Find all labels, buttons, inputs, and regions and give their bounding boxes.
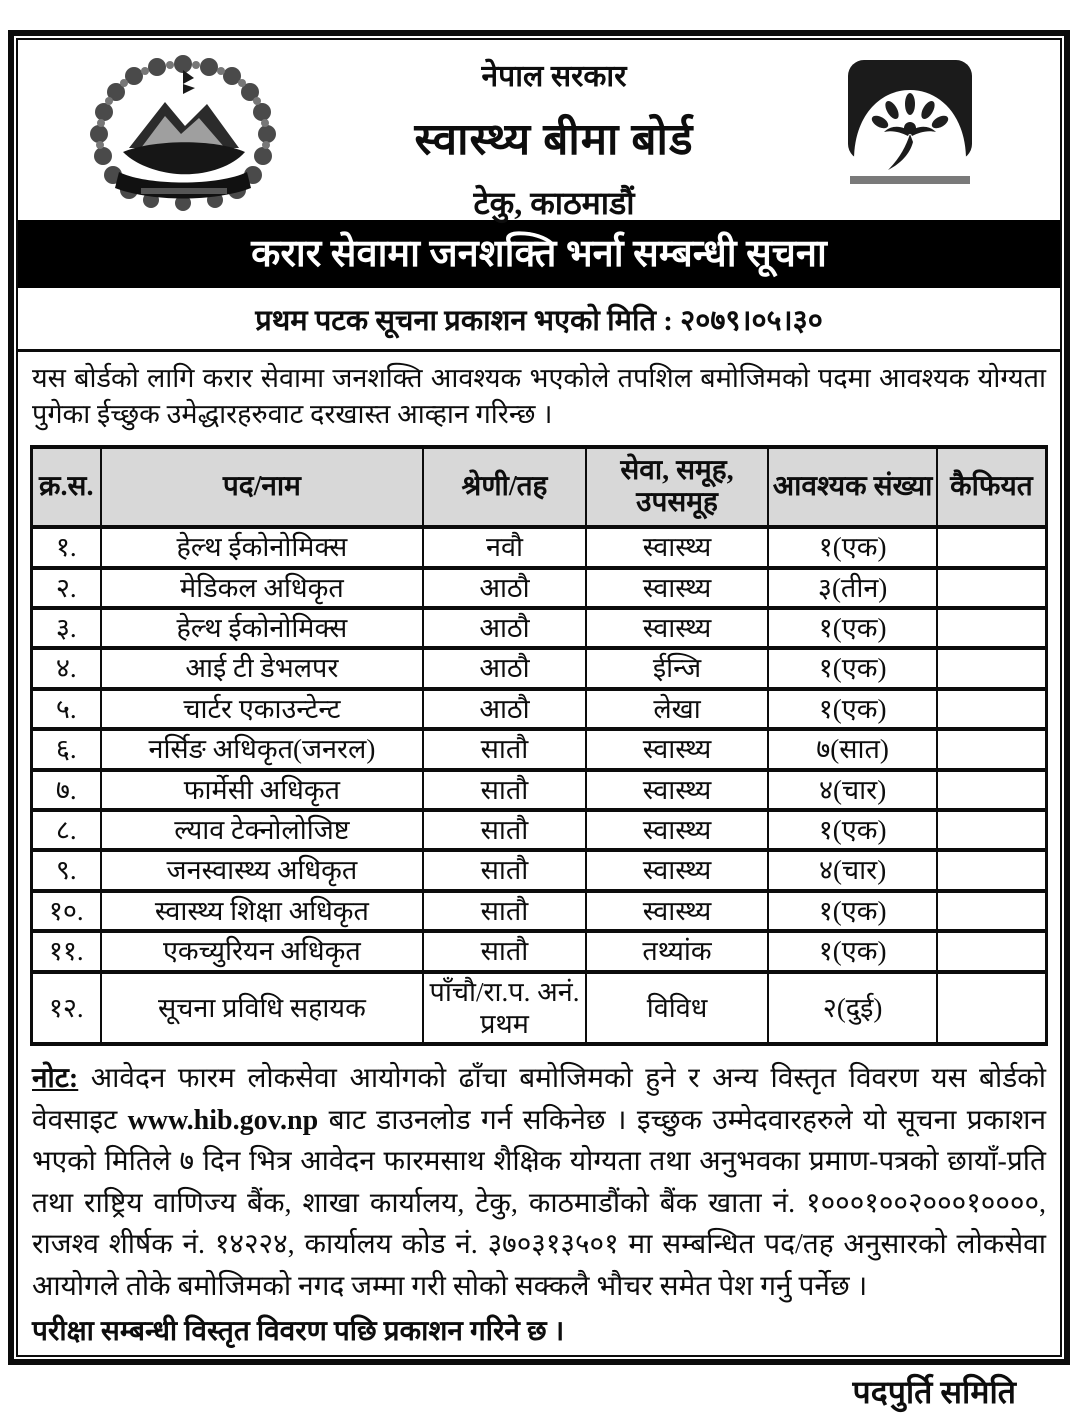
cell-post: मेडिकल अधिकृत xyxy=(101,568,424,608)
table-row xyxy=(32,729,1047,769)
cell-post: स्वास्थ्य शिक्षा अधिकृत xyxy=(101,891,424,931)
cell-remarks xyxy=(937,972,1047,1045)
cell-post: एकच्युरियन अधिकृत xyxy=(101,931,424,971)
cell-service: ईन्जि xyxy=(586,648,769,688)
col-header-serial: क्र.स. xyxy=(32,447,101,527)
cell-service: स्वास्थ्य xyxy=(586,770,769,810)
col-header-post: पद/नाम xyxy=(101,447,424,527)
note-label: नोट: xyxy=(32,1063,79,1095)
organization-title: स्वास्थ्य बीमा बोर्ड xyxy=(414,115,694,164)
intro-paragraph: यस बोर्डको लागि करार सेवामा जनशक्ति आवश्यक भएकोले तपशिल बमोजिमको पदमा आवश्यक योग्यता पुगेका ईच्छुक उमेद्धारहरुवाट दरखास्त आव्हान गरिन्छ । xyxy=(32,363,1046,430)
notice-banner-title: करार सेवामा जनशक्ति भर्ना सम्बन्धी सूचना xyxy=(18,220,1060,288)
outer-frame xyxy=(8,30,1070,1411)
cell-serial: १. xyxy=(32,527,101,567)
letterhead-titles xyxy=(348,48,760,224)
cell-serial: १२. xyxy=(32,972,101,1045)
cell-post: चार्टर एकाउन्टेन्ट xyxy=(101,689,424,729)
col-header-grade: श्रेणी/तह xyxy=(423,447,585,527)
cell-grade: सातौ xyxy=(423,770,585,810)
cell-grade: पाँचौ/रा.प. अनं. प्रथम xyxy=(423,972,585,1045)
publication-date-line: प्रथम पटक सूचना प्रकाशन भएको मिति : २०७९।०५।३० xyxy=(255,305,823,337)
table-row xyxy=(32,689,1047,729)
exam-detail-line: परीक्षा सम्बन्धी विस्तृत विवरण पछि प्रकाशन गरिने छ । xyxy=(32,1315,565,1347)
cell-service: स्वास्थ्य xyxy=(586,810,769,850)
cell-remarks xyxy=(937,689,1047,729)
cell-post: नर्सिङ अधिकृत(जनरल) xyxy=(101,729,424,769)
cell-remarks xyxy=(937,850,1047,890)
cell-grade: आठौ xyxy=(423,648,585,688)
cell-service: स्वास्थ्य xyxy=(586,850,769,890)
cell-service: विविध xyxy=(586,972,769,1045)
left-logo-area xyxy=(18,48,348,220)
cell-grade: सातौ xyxy=(423,729,585,769)
cell-serial: ५. xyxy=(32,689,101,729)
note-text-before-url: आवेदन फारम लोकसेवा आयोगको ढाँचा बमोजिमको हुने र अन्य विस्तृत विवरण यस बोर्डको वेवसाइट xyxy=(32,1063,1047,1136)
cell-count: १(एक) xyxy=(768,608,936,648)
note-paragraph xyxy=(32,1058,1046,1307)
nepal-government-emblem-icon xyxy=(81,52,286,220)
cell-grade: सातौ xyxy=(423,850,585,890)
table-row xyxy=(32,608,1047,648)
cell-serial: २. xyxy=(32,568,101,608)
cell-remarks xyxy=(937,770,1047,810)
cell-remarks xyxy=(937,810,1047,850)
cell-count: ७(सात) xyxy=(768,729,936,769)
cell-post: जनस्वास्थ्य अधिकृत xyxy=(101,850,424,890)
cell-post: हेल्थ ईकोनोमिक्स xyxy=(101,608,424,648)
cell-grade: सातौ xyxy=(423,891,585,931)
location-title: टेकु, काठमाडौं xyxy=(473,185,635,221)
col-header-service: सेवा, समूह, उपसमूह xyxy=(586,447,769,527)
cell-remarks xyxy=(937,648,1047,688)
cell-count: १(एक) xyxy=(768,931,936,971)
cell-count: १(एक) xyxy=(768,648,936,688)
government-title: नेपाल सरकार xyxy=(481,60,627,93)
col-header-count: आवश्यक संख्या xyxy=(768,447,936,527)
table-row xyxy=(32,770,1047,810)
cell-remarks xyxy=(937,891,1047,931)
cell-service: लेखा xyxy=(586,689,769,729)
table-row xyxy=(32,810,1047,850)
health-insurance-board-logo-icon xyxy=(842,58,978,208)
vacancy-table-head xyxy=(32,447,1047,527)
cell-grade: नवौ xyxy=(423,527,585,567)
cell-remarks xyxy=(937,608,1047,648)
website-url-text: www.hib.gov.np xyxy=(127,1104,319,1136)
cell-service: स्वास्थ्य xyxy=(586,729,769,769)
cell-serial: ३. xyxy=(32,608,101,648)
table-row xyxy=(32,648,1047,688)
note-text-after-url: बाट डाउनलोड गर्न सकिनेछ । इच्छुक उम्मेदवारहरुले यो सूचना प्रकाशन भएको मितिले ७ दिन भित्र आवेदन फारमसाथ शैक्षिक योग्यता तथा अनुभवका प्रमाण-पत्रको छायाँ-प्रति तथा राष्ट्रिय वाणिज्य बैंक, शाखा कार्यालय, टेकु, काठमाडौंको बैंक खाता नं. १०००१००२०००१००००, राजश्व शीर्षक नं. १४२२४, कार्यालय कोड नं. ३७०३१३५०१ मा सम्बन्धित पद/तह अनुसारको लोकसेवा आयोगले तोके बमोजिमको नगद जम्मा गरी सोको सक्कलै भौचर समेत पेश गर्नु पर्नेछ । xyxy=(32,1104,1046,1302)
cell-post: सूचना प्रविधि सहायक xyxy=(101,972,424,1045)
table-row xyxy=(32,568,1047,608)
cell-post: ल्याव टेक्नोलोजिष्ट xyxy=(101,810,424,850)
cell-count: ४(चार) xyxy=(768,850,936,890)
col-header-remarks: कैफियत xyxy=(937,447,1047,527)
cell-grade: आठौ xyxy=(423,568,585,608)
cell-post: फार्मेसी अधिकृत xyxy=(101,770,424,810)
letterhead xyxy=(18,40,1060,221)
cell-count: २(दुई) xyxy=(768,972,936,1045)
vacancy-table-body xyxy=(32,527,1047,1044)
cell-service: स्वास्थ्य xyxy=(586,568,769,608)
cell-count: ३(तीन) xyxy=(768,568,936,608)
cell-post: आई टी डेभलपर xyxy=(101,648,424,688)
cell-service: तथ्यांक xyxy=(586,931,769,971)
cell-count: ४(चार) xyxy=(768,770,936,810)
cell-remarks xyxy=(937,931,1047,971)
cell-serial: ११. xyxy=(32,931,101,971)
cell-service: स्वास्थ्य xyxy=(586,891,769,931)
table-row xyxy=(32,931,1047,971)
header-row xyxy=(32,447,1047,527)
cell-count: १(एक) xyxy=(768,891,936,931)
right-logo-area xyxy=(760,48,1060,208)
cell-remarks xyxy=(937,568,1047,608)
cell-serial: ९. xyxy=(32,850,101,890)
cell-serial: ४. xyxy=(32,648,101,688)
cell-grade: सातौ xyxy=(423,931,585,971)
inner-frame xyxy=(16,38,1062,1411)
cell-remarks xyxy=(937,527,1047,567)
signature-committee: पदपुर्ति समिति xyxy=(852,1374,1016,1411)
note-section xyxy=(18,1050,1060,1413)
cell-serial: ७. xyxy=(32,770,101,810)
notice-page xyxy=(8,30,1070,1411)
cell-count: १(एक) xyxy=(768,527,936,567)
cell-serial: १०. xyxy=(32,891,101,931)
table-row xyxy=(32,972,1047,1045)
table-row xyxy=(32,527,1047,567)
cell-grade: सातौ xyxy=(423,810,585,850)
cell-serial: ६. xyxy=(32,729,101,769)
cell-post: हेल्थ ईकोनोमिक्स xyxy=(101,527,424,567)
cell-remarks xyxy=(937,729,1047,769)
cell-count: १(एक) xyxy=(768,810,936,850)
cell-grade: आठौ xyxy=(423,689,585,729)
cell-count: १(एक) xyxy=(768,689,936,729)
cell-service: स्वास्थ्य xyxy=(586,608,769,648)
cell-serial: ८. xyxy=(32,810,101,850)
vacancy-table xyxy=(30,445,1048,1046)
cell-grade: आठौ xyxy=(423,608,585,648)
table-row xyxy=(32,891,1047,931)
cell-service: स्वास्थ्य xyxy=(586,527,769,567)
table-row xyxy=(32,850,1047,890)
